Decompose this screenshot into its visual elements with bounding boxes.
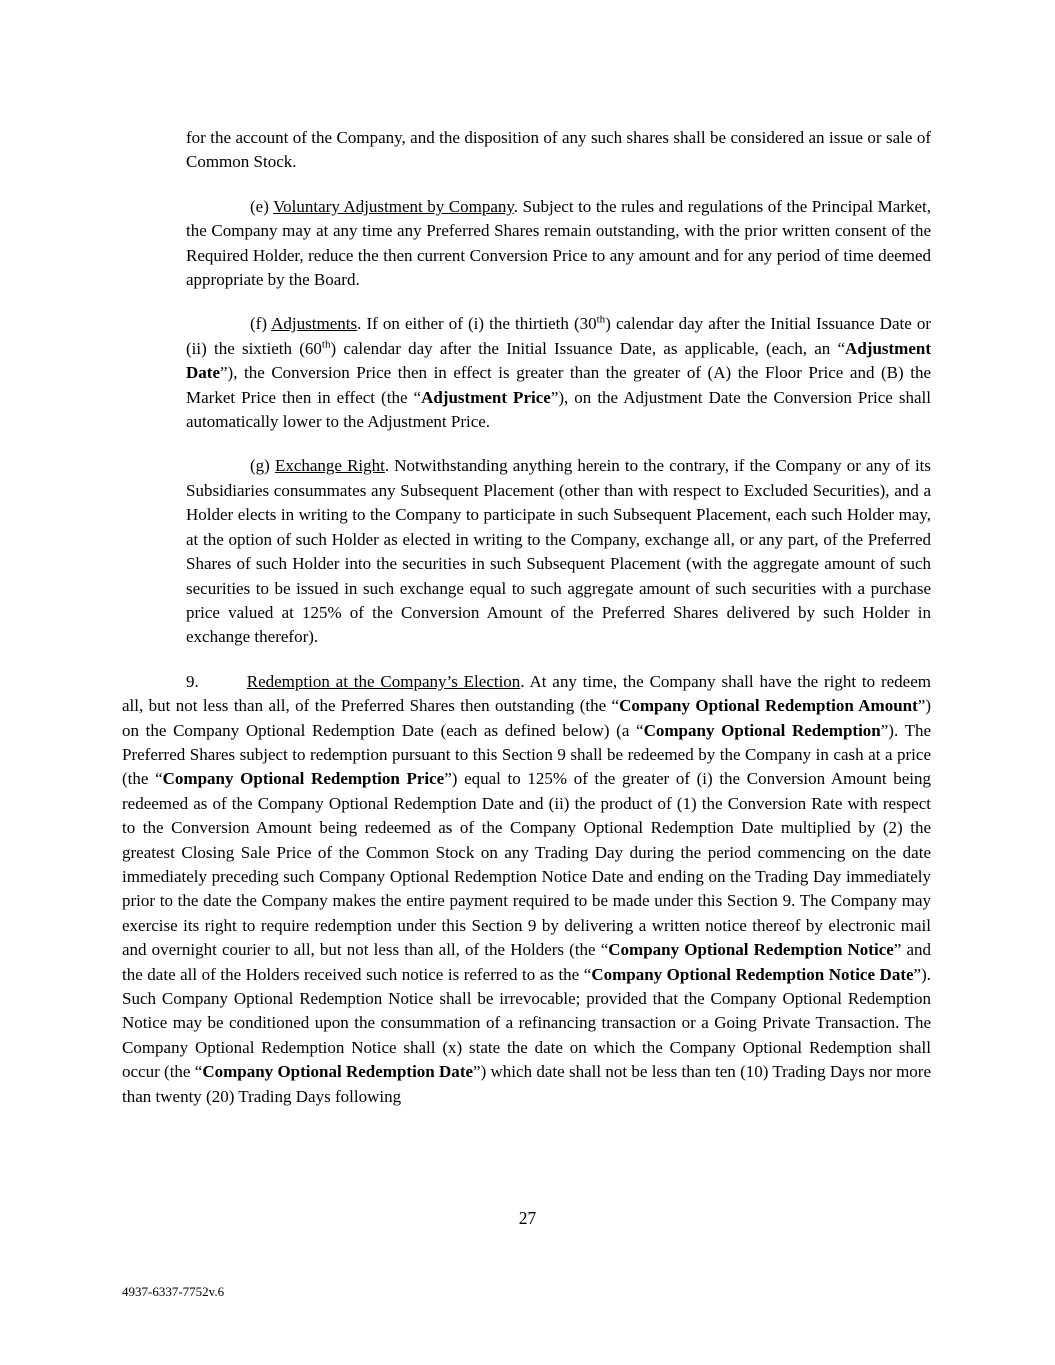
text-segment: ”). Such Company Optional Redemption Notice shall be irrevocable; provided that the Company Optional Redemption Notice may be conditioned upon the consummation of a refinancing transaction or a Going Private Transaction. The Company Optional Redemption Notice shall (x) state the date on which the Company Optional Redemption shall occur (the “ xyxy=(122,964,931,1082)
text-segment: 9. xyxy=(186,671,199,691)
document-control-number: 4937-6337-7752v.6 xyxy=(122,1284,225,1299)
text-segment-b: Company Optional Redemption Price xyxy=(162,769,445,789)
text-segment: ”), the Conversion Price then in effect is greater than the greater of (A) the Floor Price and (B) the Market Price then in effect (the “ xyxy=(186,363,931,407)
text-segment: (g) xyxy=(250,456,275,476)
section-9-redemption-at-companys-election xyxy=(122,670,931,1109)
continuation-paragraph xyxy=(186,126,931,175)
text-segment: ) calendar day after the Initial Issuance Date or (ii) the sixtieth (60 xyxy=(186,314,932,358)
text-segment-b: Company Optional Redemption Date xyxy=(202,1062,474,1082)
text-segment: ”) equal to 125% of the greater of (i) the Conversion Amount being redeemed as of the Company Optional Redemption Date and (ii) the product of (1) the Conversion Rate with respect to the Conversion Amount being redeemed as of the Company Optional Redemption Date multiplied by (2) the greatest Closing Sale Price of the Common Stock on any Trading Day during the period commencing on the date immediately preceding such Company Optional Redemption Notice Date and ending on the Trading Day immediately prior to the date the Company makes the entire payment required to be made under this Section 9. The Company may exercise its right to require redemption under this Section 9 by delivering a written notice thereof by electronic mail and overnight courier to all, but not less than all, of the Holders (the “ xyxy=(122,769,931,960)
text-segment-b: Company Optional Redemption Amount xyxy=(619,696,918,716)
text-segment-u: Redemption at the Company’s Election xyxy=(246,671,521,691)
text-segment: ”). The Preferred Shares subject to redemption pursuant to this Section 9 shall be redeemed by the Company in cash at a price (the “ xyxy=(122,720,931,789)
text-segment: for the account of the Company, and the disposition of any such shares shall be considered an issue or sale of Common Stock. xyxy=(186,128,931,172)
text-segment: ” and the date all of the Holders received such notice is referred to as the “ xyxy=(122,940,931,984)
text-segment-b: Adjustment Price xyxy=(421,387,551,407)
text-segment-b: Adjustment Date xyxy=(186,338,931,383)
text-segment-b: Company Optional Redemption Notice xyxy=(608,940,894,960)
paragraph-e-voluntary-adjustment xyxy=(186,195,931,293)
text-segment-sup: th xyxy=(596,313,606,326)
paragraph-g-exchange-right xyxy=(186,454,931,649)
text-segment: . Notwithstanding anything herein to the contrary, if the Company or any of its Subsidiaries consummates any Subsequent Placement (other than with respect to Excluded Securities), and a Holder elects in writing to the Company to participate in such Subsequent Placement, each such Holder may, at the option of such Holder as elected in writing to the Company, exchange all, or any part, of the Preferred Shares of such Holder into the securities in such Subsequent Placement (with the aggregate amount of such securities to be issued in such exchange equal to such aggregate amount of such securities with a purchase price valued at 125% of the Conversion Amount of the Preferred Shares delivered by such Holder in exchange therefor). xyxy=(186,456,931,647)
text-segment-u: Voluntary Adjustment by Company xyxy=(273,196,514,216)
text-segment-b: Company Optional Redemption xyxy=(643,720,881,740)
text-segment: ”), on the Adjustment Date the Conversion Price shall automatically lower to the Adjustment Price. xyxy=(186,387,931,432)
text-segment: ”) on the Company Optional Redemption Date (each as defined below) (a “ xyxy=(122,696,931,740)
text-segment: (f) xyxy=(250,314,272,334)
text-segment: . Subject to the rules and regulations of the Principal Market, the Company may at any time any Preferred Shares remain outstanding, with the prior written consent of the Required Holder, reduce the then current Conversion Price to any amount and for any period of time deemed appropriate by the Board. xyxy=(186,196,932,290)
text-segment: (e) xyxy=(250,196,274,216)
text-segment-u: Adjustments xyxy=(271,314,358,334)
text-segment: ) calendar day after the Initial Issuance Date, as applicable, (each, an “ xyxy=(330,338,846,358)
text-segment: . At any time, the Company shall have the right to redeem all, but not less than all, of the Preferred Shares then outstanding (the “ xyxy=(122,671,931,716)
text-segment: ”) which date shall not be less than ten (10) Trading Days nor more than twenty (20) Trading Days following xyxy=(122,1062,931,1106)
paragraph-f-adjustments xyxy=(186,312,931,434)
page-number: 27 xyxy=(518,1208,537,1228)
text-segment: . If on either of (i) the thirtieth (30 xyxy=(357,314,597,334)
text-segment-b: Company Optional Redemption Notice Date xyxy=(591,964,914,984)
text-segment-u: Exchange Right xyxy=(274,456,385,476)
document-body xyxy=(122,126,931,1129)
text-segment-sup: th xyxy=(321,338,331,351)
